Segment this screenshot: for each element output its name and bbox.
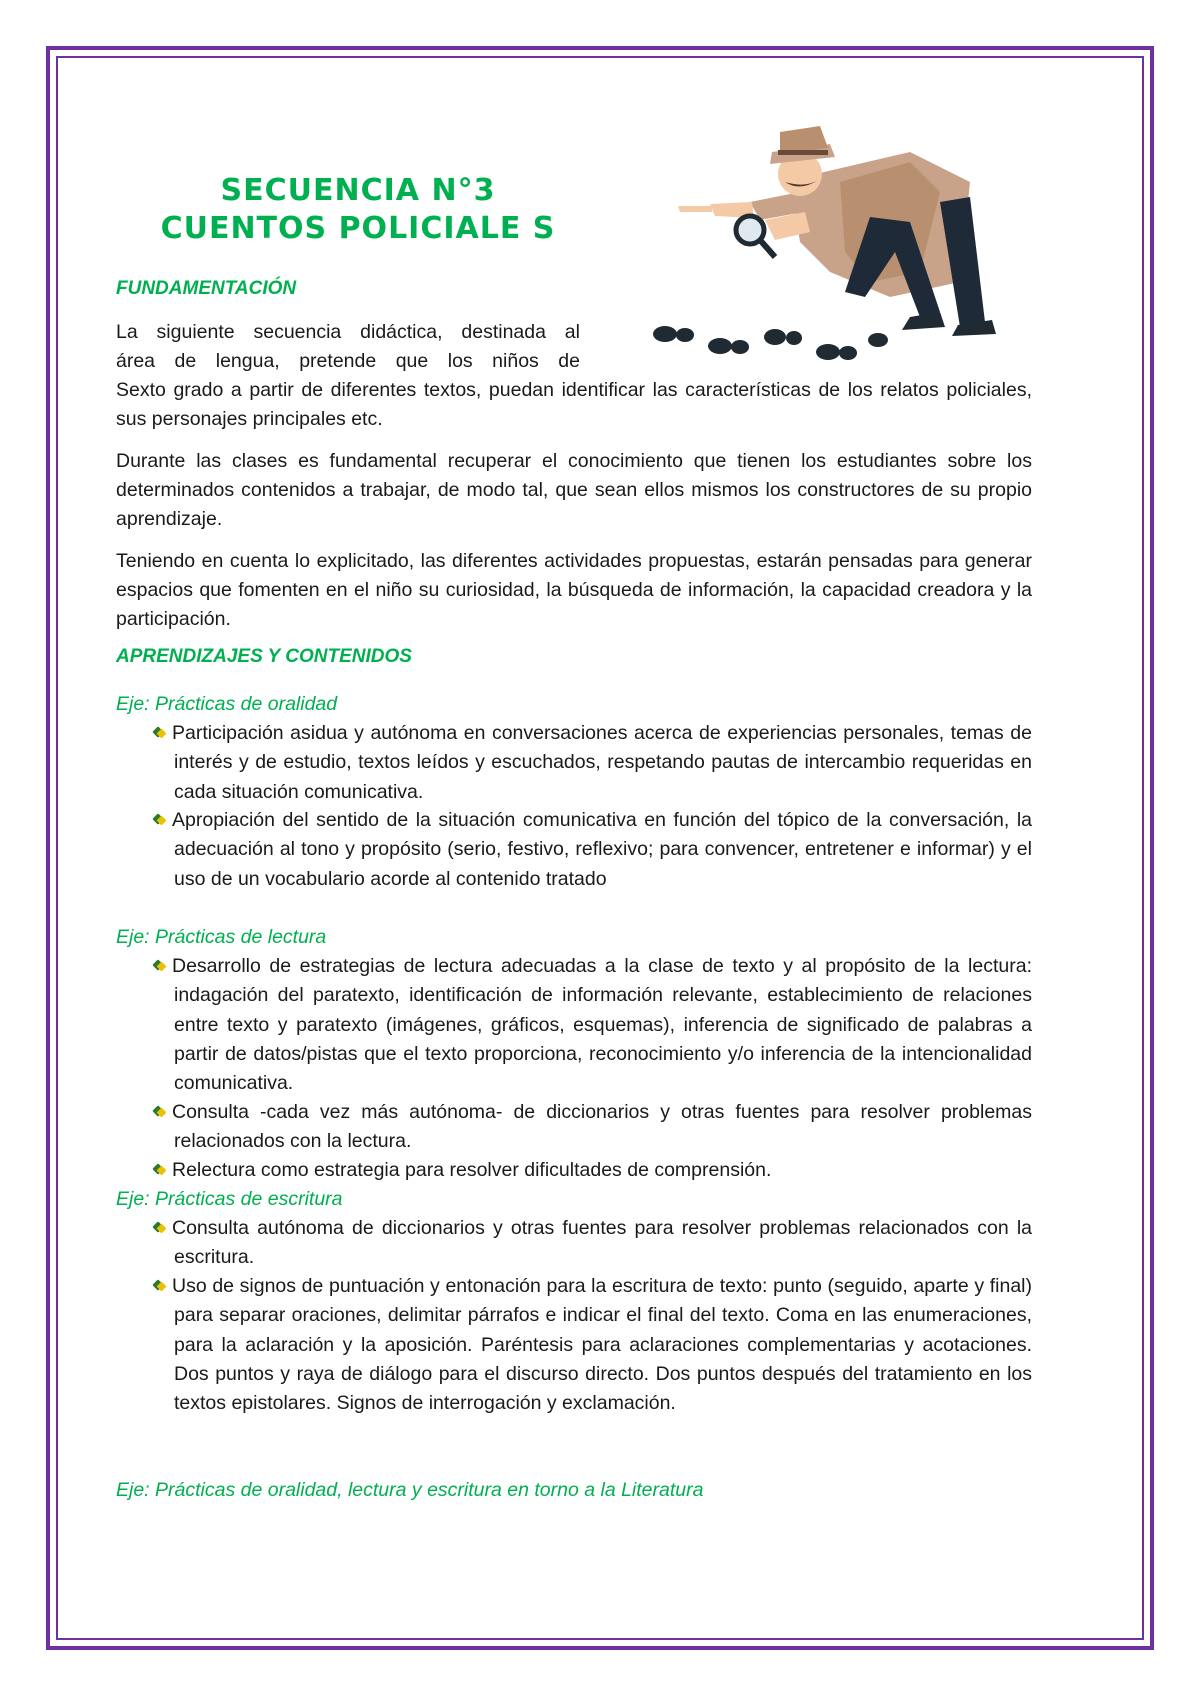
list-item: Consulta autónoma de diccionarios y otras fuentes para resolver problemas relacionados con la escritura. (154, 1214, 1032, 1273)
document-title (118, 172, 598, 248)
list-item: Desarrollo de estrategias de lectura adecuadas a la clase de texto y al propósito de la lectura: indagación del paratexto, identificación de información relevante, establecimiento de relaciones entre texto y paratexto (imágenes, gráficos, esquemas), inferencia de significado de palabras a partir de datos/pistas que el texto proporciona, reconocimiento y/o inferencia de la intencionalidad comunicativa. (154, 952, 1032, 1098)
title-line-1: SECUENCIA N°3 (220, 173, 496, 208)
paragraph-1-line-2: área de lengua, pretende que los niños de (116, 350, 580, 372)
axis-oralidad: Eje: Prácticas de oralidad (116, 693, 338, 715)
paragraph-1-rest: Sexto grado a partir de diferentes textos, puedan identificar las características de los relatos policiales, sus personajes principales etc. (116, 379, 1032, 430)
title-line-2: CUENTOS POLICIALE S (160, 211, 556, 246)
bullet-icon (154, 1279, 166, 1291)
detective-with-magnifying-glass-icon (640, 122, 1050, 372)
bullet-icon (154, 1105, 166, 1117)
paragraph-2: Durante las clases es fundamental recuperar el conocimiento que tienen los estudiantes sobre los determinados contenidos a trabajar, de modo tal, que sean ellos mismos los constructores de su propio aprendizaje. (116, 450, 1032, 530)
axis-lectura: Eje: Prácticas de lectura (116, 926, 327, 948)
list-item: Apropiación del sentido de la situación comunicativa en función del tópico de la conversación, la adecuación al tono y propósito (serio, festivo, reflexivo; para convencer, entretener e informar) y el uso de un vocabulario acorde al contenido tratado (154, 806, 1032, 894)
paragraph-3: Teniendo en cuenta lo explicitado, las diferentes actividades propuestas, estarán pensadas para generar espacios que fomenten en el niño su curiosidad, la búsqueda de información, la capacidad creadora y la participación. (116, 550, 1032, 630)
section-heading-aprendizajes: APRENDIZAJES Y CONTENIDOS (116, 646, 412, 667)
bullet-icon (154, 959, 166, 971)
list-item: Consulta -cada vez más autónoma- de diccionarios y otras fuentes para resolver problemas relacionados con la lectura. (154, 1098, 1032, 1157)
bullet-icon (154, 726, 166, 738)
list-item: Uso de signos de puntuación y entonación para la escritura de texto: punto (seguido, aparte y final) para separar oraciones, delimitar párrafos e indicar el final del texto. Coma en las enumeraciones, para la aclaración y la aposición. Paréntesis para aclaraciones complementarias y acotaciones. Dos puntos y raya de diálogo para el discurso directo. Dos puntos después del tratamiento en los textos epistolares. Signos de interrogación y exclamación. (154, 1272, 1032, 1418)
bullet-icon (154, 1163, 166, 1175)
section-heading-fundamentacion: FUNDAMENTACIÓN (116, 278, 297, 299)
list-item: Relectura como estrategia para resolver dificultades de comprensión. (154, 1156, 1032, 1185)
axis-escritura: Eje: Prácticas de escritura (116, 1188, 343, 1210)
list-item: Participación asidua y autónoma en conversaciones acerca de experiencias personales, temas de interés y de estudio, textos leídos y escuchados, respetando pautas de intercambio requeridas en cada situación comunicativa. (154, 719, 1032, 807)
paragraph-1-line-1: La siguiente secuencia didáctica, destinada al (116, 321, 580, 343)
bullet-icon (154, 1221, 166, 1233)
axis-literatura: Eje: Prácticas de oralidad, lectura y escritura en torno a la Literatura (116, 1479, 704, 1501)
bullet-icon (154, 813, 166, 825)
